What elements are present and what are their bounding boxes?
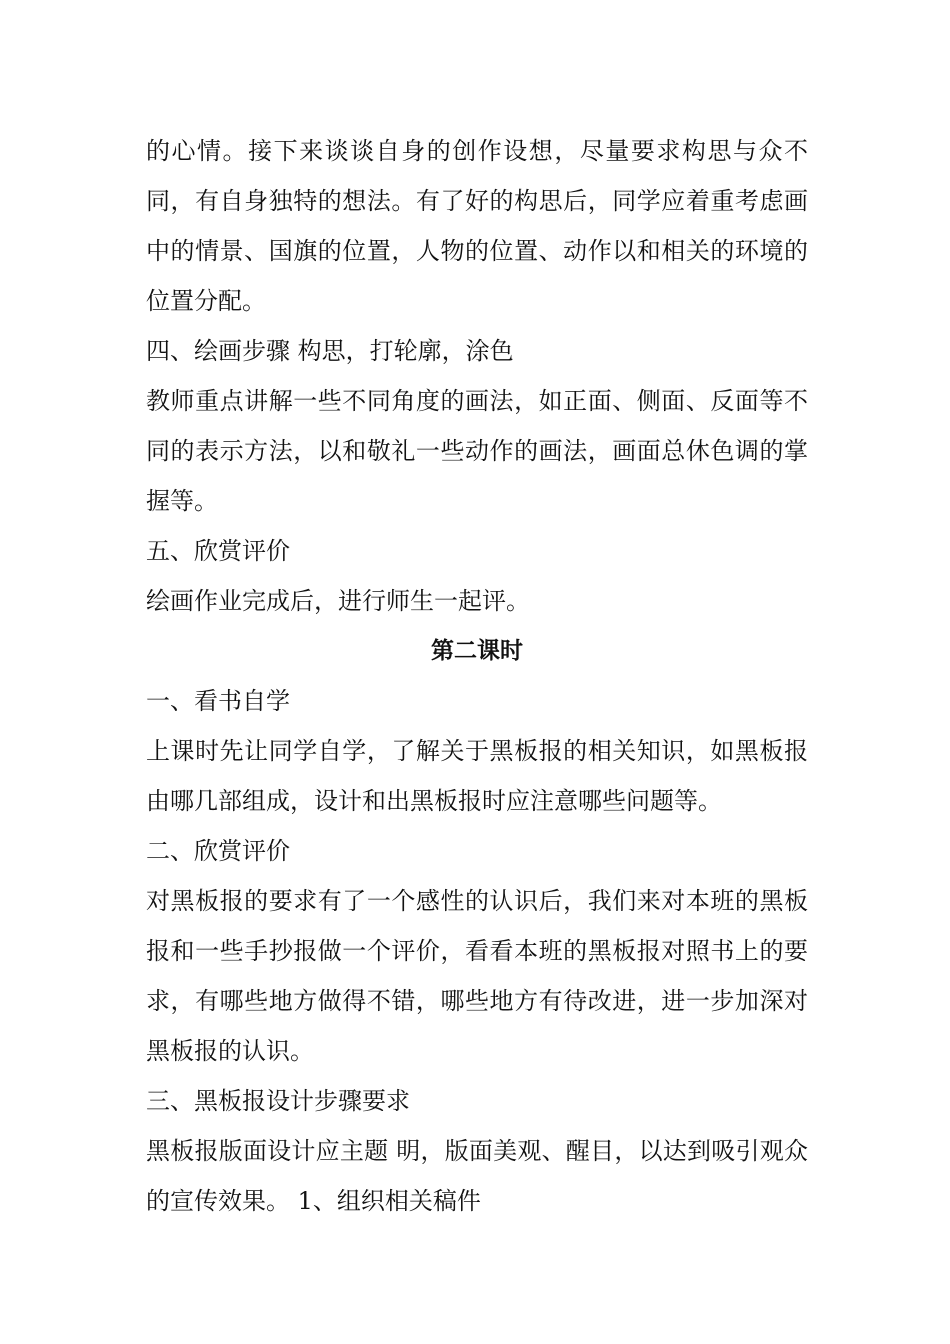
heading-appreciation-2: 二、欣赏评价 — [146, 837, 290, 865]
heading-appreciation-1: 五、欣赏评价 — [146, 537, 290, 565]
paragraph-drawing-methods: 教师重点讲解一些不同角度的画法，如正面、侧面、反面等不同的表示方法，以和敬礼一些动作的画法，画面总休色调的掌握等。 — [146, 387, 808, 515]
section-title-second-lesson: 第二课时 — [431, 638, 523, 664]
heading-self-study: 一、看书自学 — [146, 687, 290, 715]
document-page — [146, 126, 808, 1226]
paragraph-composition: 的心情。接下来谈谈自身的创作设想，尽量要求构思与众不同，有自身独特的想法。有了好的构思后，同学应着重考虑画中的情景、国旗的位置，人物的位置、动作以和相关的环境的位置分配。 — [146, 137, 808, 315]
paragraph-design-requirements: 黑板报版面设计应主题 明，版面美观、醒目，以达到吸引观众的宣传效果。 1、组织相关稿件 — [146, 1137, 808, 1215]
paragraph-evaluation: 绘画作业完成后，进行师生一起评。 — [146, 587, 530, 615]
paragraph-blackboard-review: 对黑板报的要求有了一个感性的认识后，我们来对本班的黑板报和一些手抄报做一个评价，看看本班的黑板报对照书上的要求，有哪些地方做得不错，哪些地方有待改进，进一步加深对黑板报的认识。 — [146, 887, 808, 1065]
heading-design-steps: 三、黑板报设计步骤要求 — [146, 1087, 410, 1115]
heading-drawing-steps: 四、绘画步骤 构思，打轮廓，涂色 — [146, 337, 514, 365]
paragraph-self-study: 上课时先让同学自学，了解关于黑板报的相关知识，如黑板报由哪几部组成，设计和出黑板报时应注意哪些问题等。 — [146, 737, 808, 815]
